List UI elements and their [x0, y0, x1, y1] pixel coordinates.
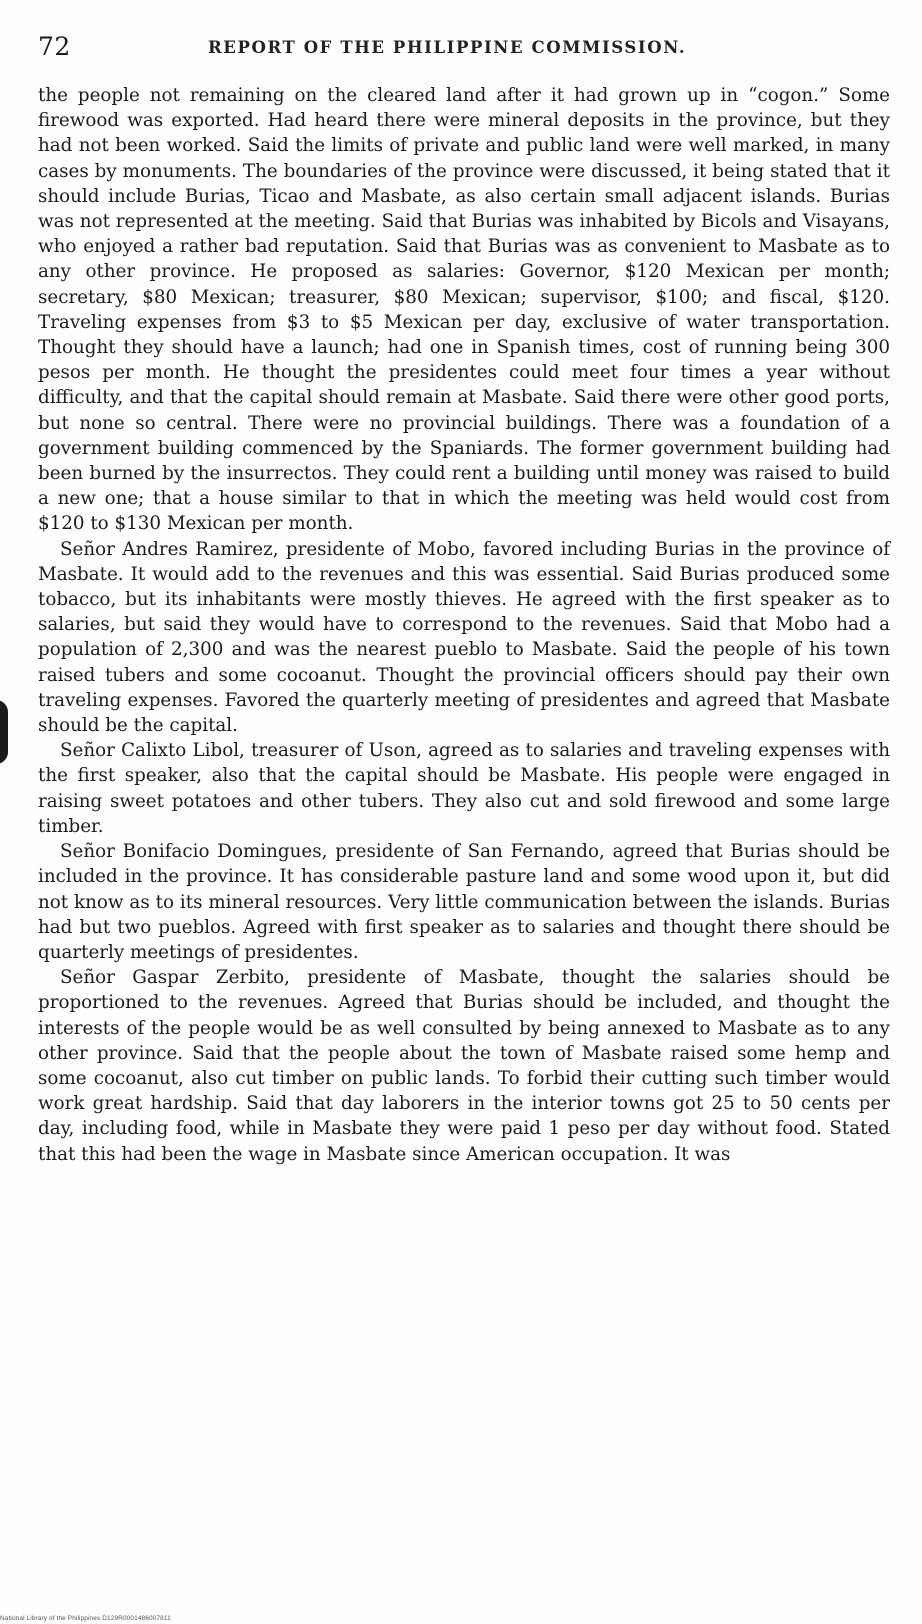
- paragraph-continuation: the people not remaining on the cleared land after it had grown up in “cogon.” Some firewood was exported. Had heard there were mineral deposits in the province, but they had not been worked. Said the limits of private and public land were well marked, in many cases by monuments. The boundaries of the province were discussed, it being stated that it should include Burias, Ticao and Masbate, as also certain small adjacent islands. Burias was not represented at the meeting. Said that Burias was inhabited by Bicols and Visayans, who enjoyed a rather bad reputation. Said that Burias was as convenient to Masbate as to any other province. He proposed as salaries: Governor, $120 Mexican per month; secretary, $80 Mexican; treasurer, $80 Mexican; supervisor, $100; and fiscal, $120. Traveling expenses from $3 to $5 Mexican per day, exclusive of water transportation. Thought they should have a launch; had one in Spanish times, cost of running being 300 pesos per month. He thought the presidentes could meet four times a year without difficulty, and that the capital should remain at Masbate. Said there were other good ports, but none so central. There were no provincial buildings. There was a foundation of a government building commenced by the Spaniards. The former government building had been burned by the insurrectos. They could rent a building until money was raised to build a new one; that a house similar to that in which the meeting was held would cost from $120 to $130 Mexican per month.: [38, 85, 890, 535]
- paragraph-ramirez: Señor Andres Ramirez, presidente of Mobo, favored including Burias in the province of Masbate. It would add to the revenues and this was essential. Said Burias produced some tobacco, but its inhabitants were mostly thieves. He agreed with the first speaker as to salaries, but said they would have to correspond to the revenues. Said that Mobo had a population of 2,300 and was the nearest pueblo to Masbate. Said the people of his town raised tubers and some cocoanut. Thought the provincial officers should pay their own traveling expenses. Favored the quarterly meeting of presidentes and agreed that Masbate should be the capital.: [38, 538, 890, 737]
- binding-edge-mark: [0, 700, 8, 764]
- running-head: REPORT OF THE PHILIPPINE COMMISSION.: [208, 38, 687, 57]
- paragraph-domingues: Señor Bonifacio Domingues, presidente of San Fernando, agreed that Burias should be included in the province. It has considerable pasture land and some wood upon it, but did not know as to its mineral resources. Very little communication between the islands. Burias had but two pueblos. Agreed with first speaker as to salaries and thought there should be quarterly meetings of presidentes.: [38, 841, 890, 963]
- paragraph-libol: Señor Calixto Libol, treasurer of Uson, agreed as to salaries and traveling expenses with the first speaker, also that the capital should be Masbate. His people were engaged in raising sweet potatoes and other tubers. They also cut and sold firewood and some large timber.: [38, 740, 890, 837]
- body-text: [38, 83, 890, 1167]
- footer-credit: National Library of the Philippines D129R0001486007811: [0, 1615, 171, 1622]
- paragraph-zerbito: Señor Gaspar Zerbito, presidente of Masbate, thought the salaries should be proportioned to the revenues. Agreed that Burias should be included, and thought the interests of the people would be as well consulted by being annexed to Masbate as to any other province. Said that the people about the town of Masbate raised some hemp and some cocoanut, also cut timber on public lands. To forbid their cutting such timber would work great hardship. Said that day laborers in the interior towns got 25 to 50 cents per day, including food, while in Masbate they were paid 1 peso per day without food. Stated that this had been the wage in Masbate since American occupation. It was: [38, 967, 890, 1165]
- page-number: 72: [38, 32, 71, 61]
- page-header: [38, 28, 888, 68]
